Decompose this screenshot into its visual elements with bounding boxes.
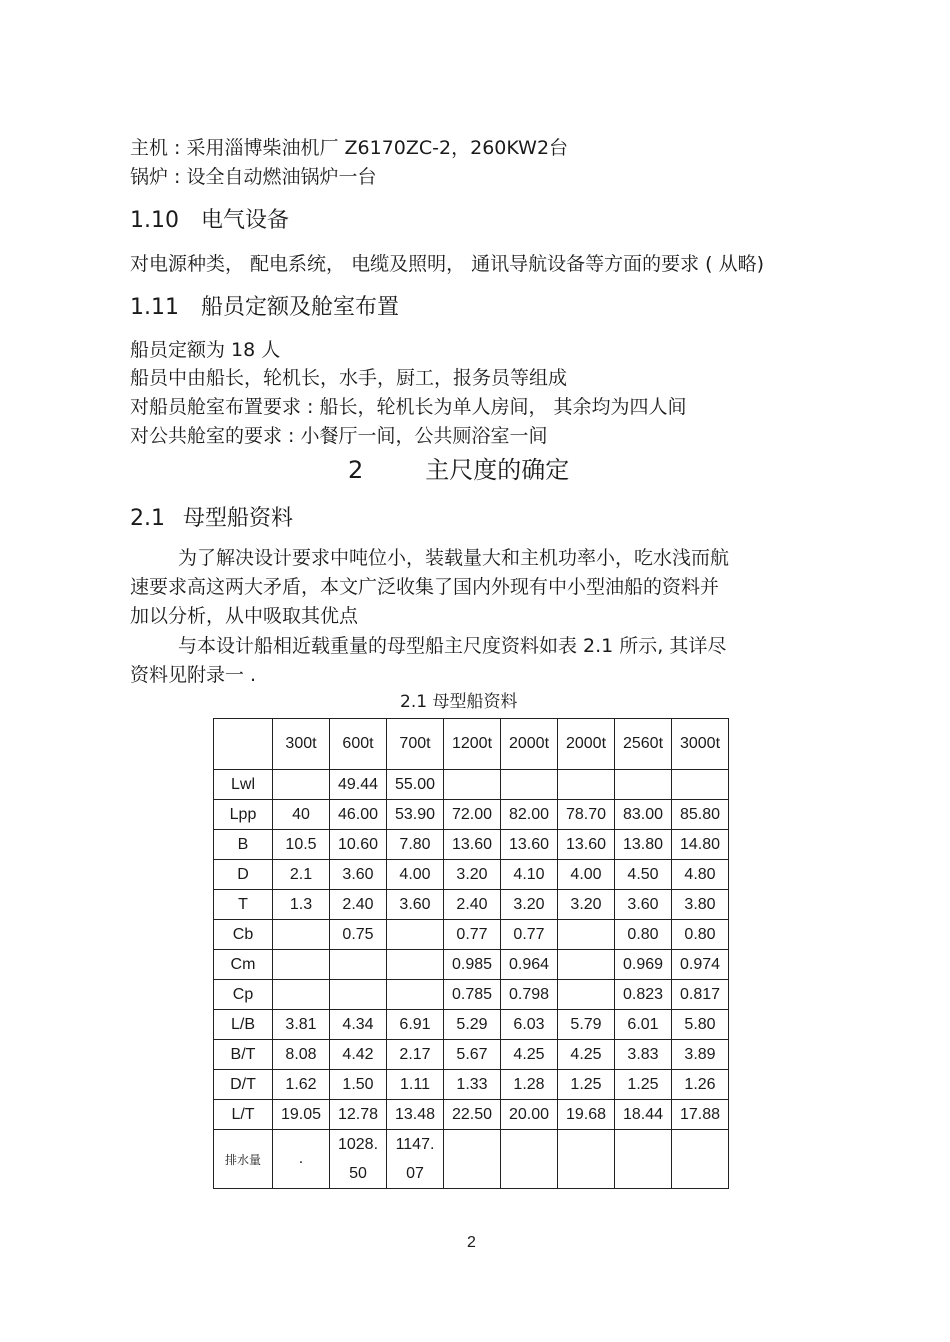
paragraph-1-line-3: 加以分析，从中吸取其优点 — [130, 605, 359, 627]
boiler-line: 锅炉 : 设全自动燃油锅炉一台 — [130, 166, 377, 188]
table-cell: 22.50 — [444, 1100, 501, 1130]
table-cell: 1.3 — [273, 890, 330, 920]
crew-quota: 船员定额为 18 人 — [130, 339, 281, 361]
table-cell: 6.91 — [387, 1010, 444, 1040]
table-cell — [558, 950, 615, 980]
table-cell — [615, 770, 672, 800]
table-cell: 13.60 — [558, 830, 615, 860]
table-cell: 0.75 — [330, 920, 387, 950]
table-cell — [273, 920, 330, 950]
table-cell: 3.81 — [273, 1010, 330, 1040]
table-cell — [558, 920, 615, 950]
table-cell: 82.00 — [501, 800, 558, 830]
table-cell: 4.42 — [330, 1040, 387, 1070]
table-row — [214, 920, 729, 950]
row-label: Cp — [214, 980, 273, 1010]
table-row — [214, 1010, 729, 1040]
section-heading-1-11 — [130, 297, 399, 319]
table-cell: 0.80 — [672, 920, 729, 950]
table-cell: 4.00 — [558, 860, 615, 890]
table-row — [214, 890, 729, 920]
table-cell: 53.90 — [387, 800, 444, 830]
header-cell: 1200t — [444, 719, 501, 770]
table-row — [214, 980, 729, 1010]
table-cell: 0.817 — [672, 980, 729, 1010]
table-cell: 2.40 — [330, 890, 387, 920]
table-cell: 6.03 — [501, 1010, 558, 1040]
table-cell: 6.01 — [615, 1010, 672, 1040]
section-number: 1.10 — [130, 208, 179, 233]
table-row-displacement — [214, 1130, 729, 1189]
table-cell: 3.60 — [330, 860, 387, 890]
row-label: Lpp — [214, 800, 273, 830]
table-cell: 1.11 — [387, 1070, 444, 1100]
section-number: 2.1 — [130, 506, 165, 531]
table-cell: 1.33 — [444, 1070, 501, 1100]
table-cell — [501, 1130, 558, 1189]
paragraph-2-line-1: 与本设计船相近载重量的母型船主尺度资料如表 2.1 所示, 其详尽 — [178, 635, 727, 657]
table-cell: 0.964 — [501, 950, 558, 980]
row-label: Lwl — [214, 770, 273, 800]
table-cell: 3.60 — [387, 890, 444, 920]
table-row — [214, 1040, 729, 1070]
table-cell: 10.5 — [273, 830, 330, 860]
table-cell — [330, 1130, 387, 1189]
table-cell: 4.80 — [672, 860, 729, 890]
row-label: D — [214, 860, 273, 890]
row-label: Cb — [214, 920, 273, 950]
main-engine-line: 主机 : 采用淄博柴油机厂 Z6170ZC-2，260KW2台 — [130, 137, 569, 159]
table-cell: 5.67 — [444, 1040, 501, 1070]
public-cabin-requirements: 对公共舱室的要求 : 小餐厅一间，公共厕浴室一间 — [130, 425, 548, 447]
paragraph-2-line-2: 资料见附录一 . — [130, 664, 257, 686]
table-cell: 8.08 — [273, 1040, 330, 1070]
table-cell — [672, 1130, 729, 1189]
table-row — [214, 950, 729, 980]
table-cell — [387, 920, 444, 950]
table-cell: 5.79 — [558, 1010, 615, 1040]
section-title: 母型船资料 — [183, 506, 294, 531]
table-cell: 3.89 — [672, 1040, 729, 1070]
row-label: L/B — [214, 1010, 273, 1040]
table-cell: 0.77 — [501, 920, 558, 950]
table-cell: 0.80 — [615, 920, 672, 950]
row-label: L/T — [214, 1100, 273, 1130]
table-cell: 20.00 — [501, 1100, 558, 1130]
table-cell — [558, 770, 615, 800]
table-cell: 19.68 — [558, 1100, 615, 1130]
table-cell — [330, 980, 387, 1010]
cell-line: 50 — [349, 1165, 367, 1182]
cell-line: 1028. — [337, 1136, 379, 1153]
table-cell: 0.785 — [444, 980, 501, 1010]
table-cell: 0.798 — [501, 980, 558, 1010]
table-cell: 2.17 — [387, 1040, 444, 1070]
table-cell — [501, 770, 558, 800]
header-cell — [214, 719, 273, 770]
table-cell: 49.44 — [330, 770, 387, 800]
table-cell — [672, 770, 729, 800]
table-cell: 72.00 — [444, 800, 501, 830]
paragraph-1-line-1: 为了解决设计要求中吨位小，装载量大和主机功率小，吃水浅而航 — [178, 547, 730, 569]
section-heading-2-1 — [130, 508, 293, 530]
table-cell: 1.28 — [501, 1070, 558, 1100]
table-cell: 19.05 — [273, 1100, 330, 1130]
table-cell: 3.20 — [501, 890, 558, 920]
paragraph-1-line-2: 速要求高这两大矛盾，本文广泛收集了国内外现有中小型油船的资料并 — [130, 576, 720, 598]
table-cell: 0.974 — [672, 950, 729, 980]
table-cell: 1.25 — [615, 1070, 672, 1100]
table-cell — [558, 1130, 615, 1189]
section-title: 电气设备 — [200, 208, 289, 233]
table-cell: 0.985 — [444, 950, 501, 980]
cabin-requirements: 对船员舱室布置要求 : 船长，轮机长为单人房间， 其余均为四人间 — [130, 396, 687, 418]
table-cell: 3.20 — [558, 890, 615, 920]
table-row — [214, 860, 729, 890]
table-cell: 4.25 — [558, 1040, 615, 1070]
table-cell — [273, 770, 330, 800]
table-cell: 10.60 — [330, 830, 387, 860]
table-cell: 1.26 — [672, 1070, 729, 1100]
table-cell — [273, 950, 330, 980]
table-cell: 2.1 — [273, 860, 330, 890]
page-number: 2 — [467, 1234, 476, 1251]
header-cell: 700t — [387, 719, 444, 770]
electrical-requirements: 对电源种类， 配电系统， 电缆及照明， 通讯导航设备等方面的要求 ( 从略) — [130, 253, 765, 275]
table-cell — [615, 1130, 672, 1189]
row-label: 排水量 — [214, 1130, 273, 1189]
table-row — [214, 830, 729, 860]
table-cell: 4.10 — [501, 860, 558, 890]
chapter-heading — [348, 458, 569, 482]
table-body — [214, 770, 729, 1130]
chapter-title: 主尺度的确定 — [425, 456, 570, 484]
table-cell: 40 — [273, 800, 330, 830]
table-cell: 1.25 — [558, 1070, 615, 1100]
table-cell: 4.34 — [330, 1010, 387, 1040]
table-row — [214, 800, 729, 830]
table-row — [214, 1070, 729, 1100]
table-header-row — [214, 719, 729, 770]
parent-ship-data-table — [213, 718, 729, 1189]
header-cell: 300t — [273, 719, 330, 770]
table-cell: 4.50 — [615, 860, 672, 890]
table-cell: 83.00 — [615, 800, 672, 830]
header-cell: 2560t — [615, 719, 672, 770]
table-cell: 5.29 — [444, 1010, 501, 1040]
table-cell — [273, 980, 330, 1010]
header-cell: 2000t — [558, 719, 615, 770]
table-cell: 3.80 — [672, 890, 729, 920]
section-title: 船员定额及舱室布置 — [200, 295, 399, 320]
cell-line: 1147. — [395, 1136, 435, 1153]
table-cell: 2.40 — [444, 890, 501, 920]
table-cell: 0.969 — [615, 950, 672, 980]
table-cell — [558, 980, 615, 1010]
table-cell: 1.50 — [330, 1070, 387, 1100]
table-cell: 46.00 — [330, 800, 387, 830]
table-cell: 4.25 — [501, 1040, 558, 1070]
table-cell: 13.48 — [387, 1100, 444, 1130]
table-row — [214, 1100, 729, 1130]
section-number: 1.11 — [130, 295, 179, 320]
table-cell: 3.60 — [615, 890, 672, 920]
table-cell: 1.62 — [273, 1070, 330, 1100]
header-cell: 3000t — [672, 719, 729, 770]
table-cell: 17.88 — [672, 1100, 729, 1130]
table-cell: 3.83 — [615, 1040, 672, 1070]
table-caption: 2.1 母型船资料 — [400, 692, 518, 712]
table-cell — [444, 1130, 501, 1189]
table-cell: 14.80 — [672, 830, 729, 860]
table-cell: 85.80 — [672, 800, 729, 830]
table-cell: 7.80 — [387, 830, 444, 860]
table-cell: 13.80 — [615, 830, 672, 860]
table-cell: 18.44 — [615, 1100, 672, 1130]
table-cell — [330, 950, 387, 980]
table-cell: 78.70 — [558, 800, 615, 830]
table-cell: 0.823 — [615, 980, 672, 1010]
table-cell — [387, 950, 444, 980]
row-label: Cm — [214, 950, 273, 980]
table-cell: 13.60 — [501, 830, 558, 860]
table-cell: 13.60 — [444, 830, 501, 860]
table-cell — [387, 1130, 444, 1189]
row-label: B/T — [214, 1040, 273, 1070]
table-cell — [387, 980, 444, 1010]
table-cell: 12.78 — [330, 1100, 387, 1130]
section-heading-1-10 — [130, 210, 289, 232]
table-cell: . — [273, 1130, 330, 1189]
row-label: D/T — [214, 1070, 273, 1100]
table-cell: 5.80 — [672, 1010, 729, 1040]
cell-line: 07 — [406, 1165, 424, 1182]
header-cell: 2000t — [501, 719, 558, 770]
row-label: B — [214, 830, 273, 860]
row-label: T — [214, 890, 273, 920]
chapter-number: 2 — [348, 456, 364, 484]
table-cell: 3.20 — [444, 860, 501, 890]
crew-composition: 船员中由船长，轮机长，水手，厨工，报务员等组成 — [130, 367, 568, 389]
header-cell: 600t — [330, 719, 387, 770]
table-cell: 0.77 — [444, 920, 501, 950]
table-cell: 4.00 — [387, 860, 444, 890]
table-cell — [444, 770, 501, 800]
table-cell: 55.00 — [387, 770, 444, 800]
table-row — [214, 770, 729, 800]
